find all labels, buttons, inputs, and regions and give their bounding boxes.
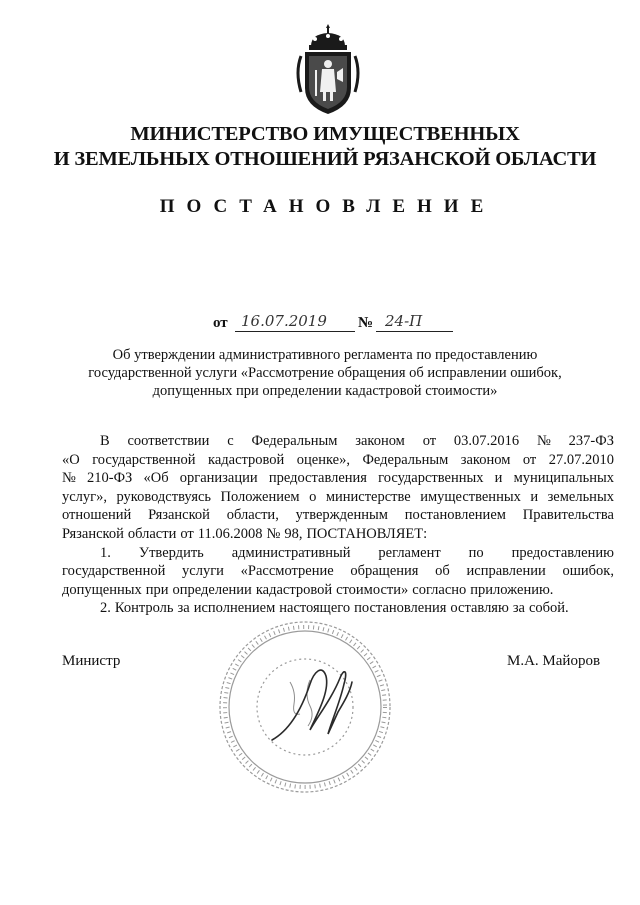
body-word: области, — [226, 507, 279, 524]
date-number-line — [213, 312, 473, 334]
body-word: допущенных — [62, 581, 142, 598]
body-word: Утвердить — [138, 544, 204, 561]
body-word: утвержденным — [295, 507, 388, 524]
body-word: ошибок, — [562, 563, 614, 580]
body-word: 2. — [100, 600, 111, 617]
body-word: 237-ФЗ — [568, 433, 614, 449]
signatory-title: Министр — [62, 653, 121, 669]
body-line — [62, 506, 614, 525]
body-word: законом — [355, 433, 405, 449]
body-word: Контроль — [114, 600, 174, 617]
body-word: за — [512, 600, 525, 617]
body-word: Положением — [220, 488, 300, 505]
document-type-heading: ПОСТАНОВЛЕНИЕ — [159, 196, 496, 217]
body-word: определении — [172, 581, 252, 598]
body-word: В — [100, 433, 110, 449]
body-word: постановлением — [404, 507, 506, 524]
body-word: области — [127, 525, 177, 542]
body-word: 98, — [284, 525, 303, 542]
body-word: исполнением — [193, 600, 276, 617]
number-label: № — [358, 315, 374, 331]
body-word: земельных — [547, 488, 614, 505]
body-word: стоимости» — [336, 581, 409, 598]
date-underline — [235, 331, 355, 332]
body-word: № — [266, 525, 281, 542]
body-word: собой. — [528, 600, 569, 617]
body-word: кадастровой — [255, 581, 333, 598]
body-word: по — [468, 544, 484, 561]
body-word: услуги — [182, 563, 224, 580]
body-line — [62, 581, 614, 600]
body-word: руководствуясь — [116, 488, 212, 505]
body-word: настоящего — [279, 600, 351, 617]
body-word: ПОСТАНОВЛЯЕТ: — [306, 525, 428, 542]
body-word: государственной — [92, 451, 196, 468]
body-word: организации — [179, 470, 258, 487]
body-word: «Рассмотрение — [240, 563, 334, 580]
body-word: оставляю — [450, 600, 509, 617]
body-word: законом — [460, 451, 511, 468]
coat-of-arms-icon — [293, 22, 363, 118]
body-line — [62, 469, 614, 488]
body-word: муниципальных — [513, 470, 614, 487]
body-word: предоставления — [268, 470, 367, 487]
signatory-name: М.А. Майоров — [507, 653, 601, 669]
body-word: соответствии — [127, 433, 210, 449]
document-number: 24-П — [385, 312, 423, 330]
body-word: за — [177, 600, 190, 617]
body-word: государственных — [378, 470, 484, 487]
body-word: постановления — [354, 600, 447, 617]
body-word: Правительства — [522, 507, 614, 524]
body-word: Рязанской — [62, 525, 124, 542]
ministry-title — [40, 122, 610, 172]
ministry-title-line-2: И ЗЕМЕЛЬНЫХ ОТНОШЕНИЙ РЯЗАНСКОЙ ОБЛАСТИ — [53, 148, 597, 170]
body-word: об — [435, 563, 450, 580]
body-word: 210-ФЗ — [87, 470, 133, 487]
number-underline — [376, 331, 453, 332]
body-word: и — [530, 488, 539, 505]
body-line — [62, 488, 614, 507]
date-from-label: от — [213, 315, 228, 331]
body-word: № — [62, 470, 76, 487]
body-word: министерстве — [325, 488, 411, 505]
body-word: имущественных — [420, 488, 521, 505]
subject-line: Об утверждении административного регламента по предоставлению — [112, 347, 538, 363]
document-date: 16.07.2019 — [241, 312, 327, 330]
body-line — [62, 544, 614, 563]
document-body — [62, 432, 614, 618]
body-word: административный — [231, 544, 351, 561]
body-line — [62, 562, 614, 581]
body-line — [62, 525, 614, 544]
body-word: Федеральным — [362, 451, 449, 468]
document-subject — [70, 346, 580, 400]
body-word: при — [145, 581, 169, 598]
body-word: регламент — [378, 544, 441, 561]
subject-line: государственной услуги «Рассмотрение обращения об исправлении ошибок, — [88, 365, 562, 381]
body-word: обращения — [350, 563, 419, 580]
body-word: кадастровой — [208, 451, 285, 468]
body-word: Рязанской — [148, 507, 210, 524]
body-word: от — [522, 451, 537, 468]
body-word: согласно — [412, 581, 467, 598]
official-seal-icon — [210, 612, 400, 802]
body-word: исправлении — [466, 563, 546, 580]
body-word: услуг», — [62, 488, 107, 505]
body-word: от — [422, 433, 437, 449]
body-word: Федеральным — [251, 433, 338, 449]
body-word: отношений — [62, 507, 132, 524]
body-line — [62, 432, 614, 451]
body-word: «О — [62, 451, 80, 468]
body-word: 27.07.2010 — [548, 451, 614, 468]
body-word: «Об — [143, 470, 169, 487]
body-word: предоставлению — [511, 544, 614, 561]
subject-line: допущенных при определении кадастровой стоимости» — [152, 383, 498, 399]
body-word: от — [180, 525, 194, 542]
body-word: о — [309, 488, 317, 505]
body-word: оценке», — [296, 451, 350, 468]
body-word: и — [494, 470, 503, 487]
body-word: 11.06.2008 — [197, 525, 263, 542]
body-word: 1. — [100, 544, 111, 561]
body-word: № — [537, 433, 551, 449]
body-word: 03.07.2016 — [453, 433, 520, 449]
ministry-title-line-1: МИНИСТЕРСТВО ИМУЩЕСТВЕННЫХ — [130, 123, 520, 145]
body-word: государственной — [62, 563, 166, 580]
body-word: с — [227, 433, 234, 449]
body-line — [62, 451, 614, 470]
body-word: приложению. — [470, 581, 554, 598]
handwritten-signature-icon — [272, 670, 352, 740]
